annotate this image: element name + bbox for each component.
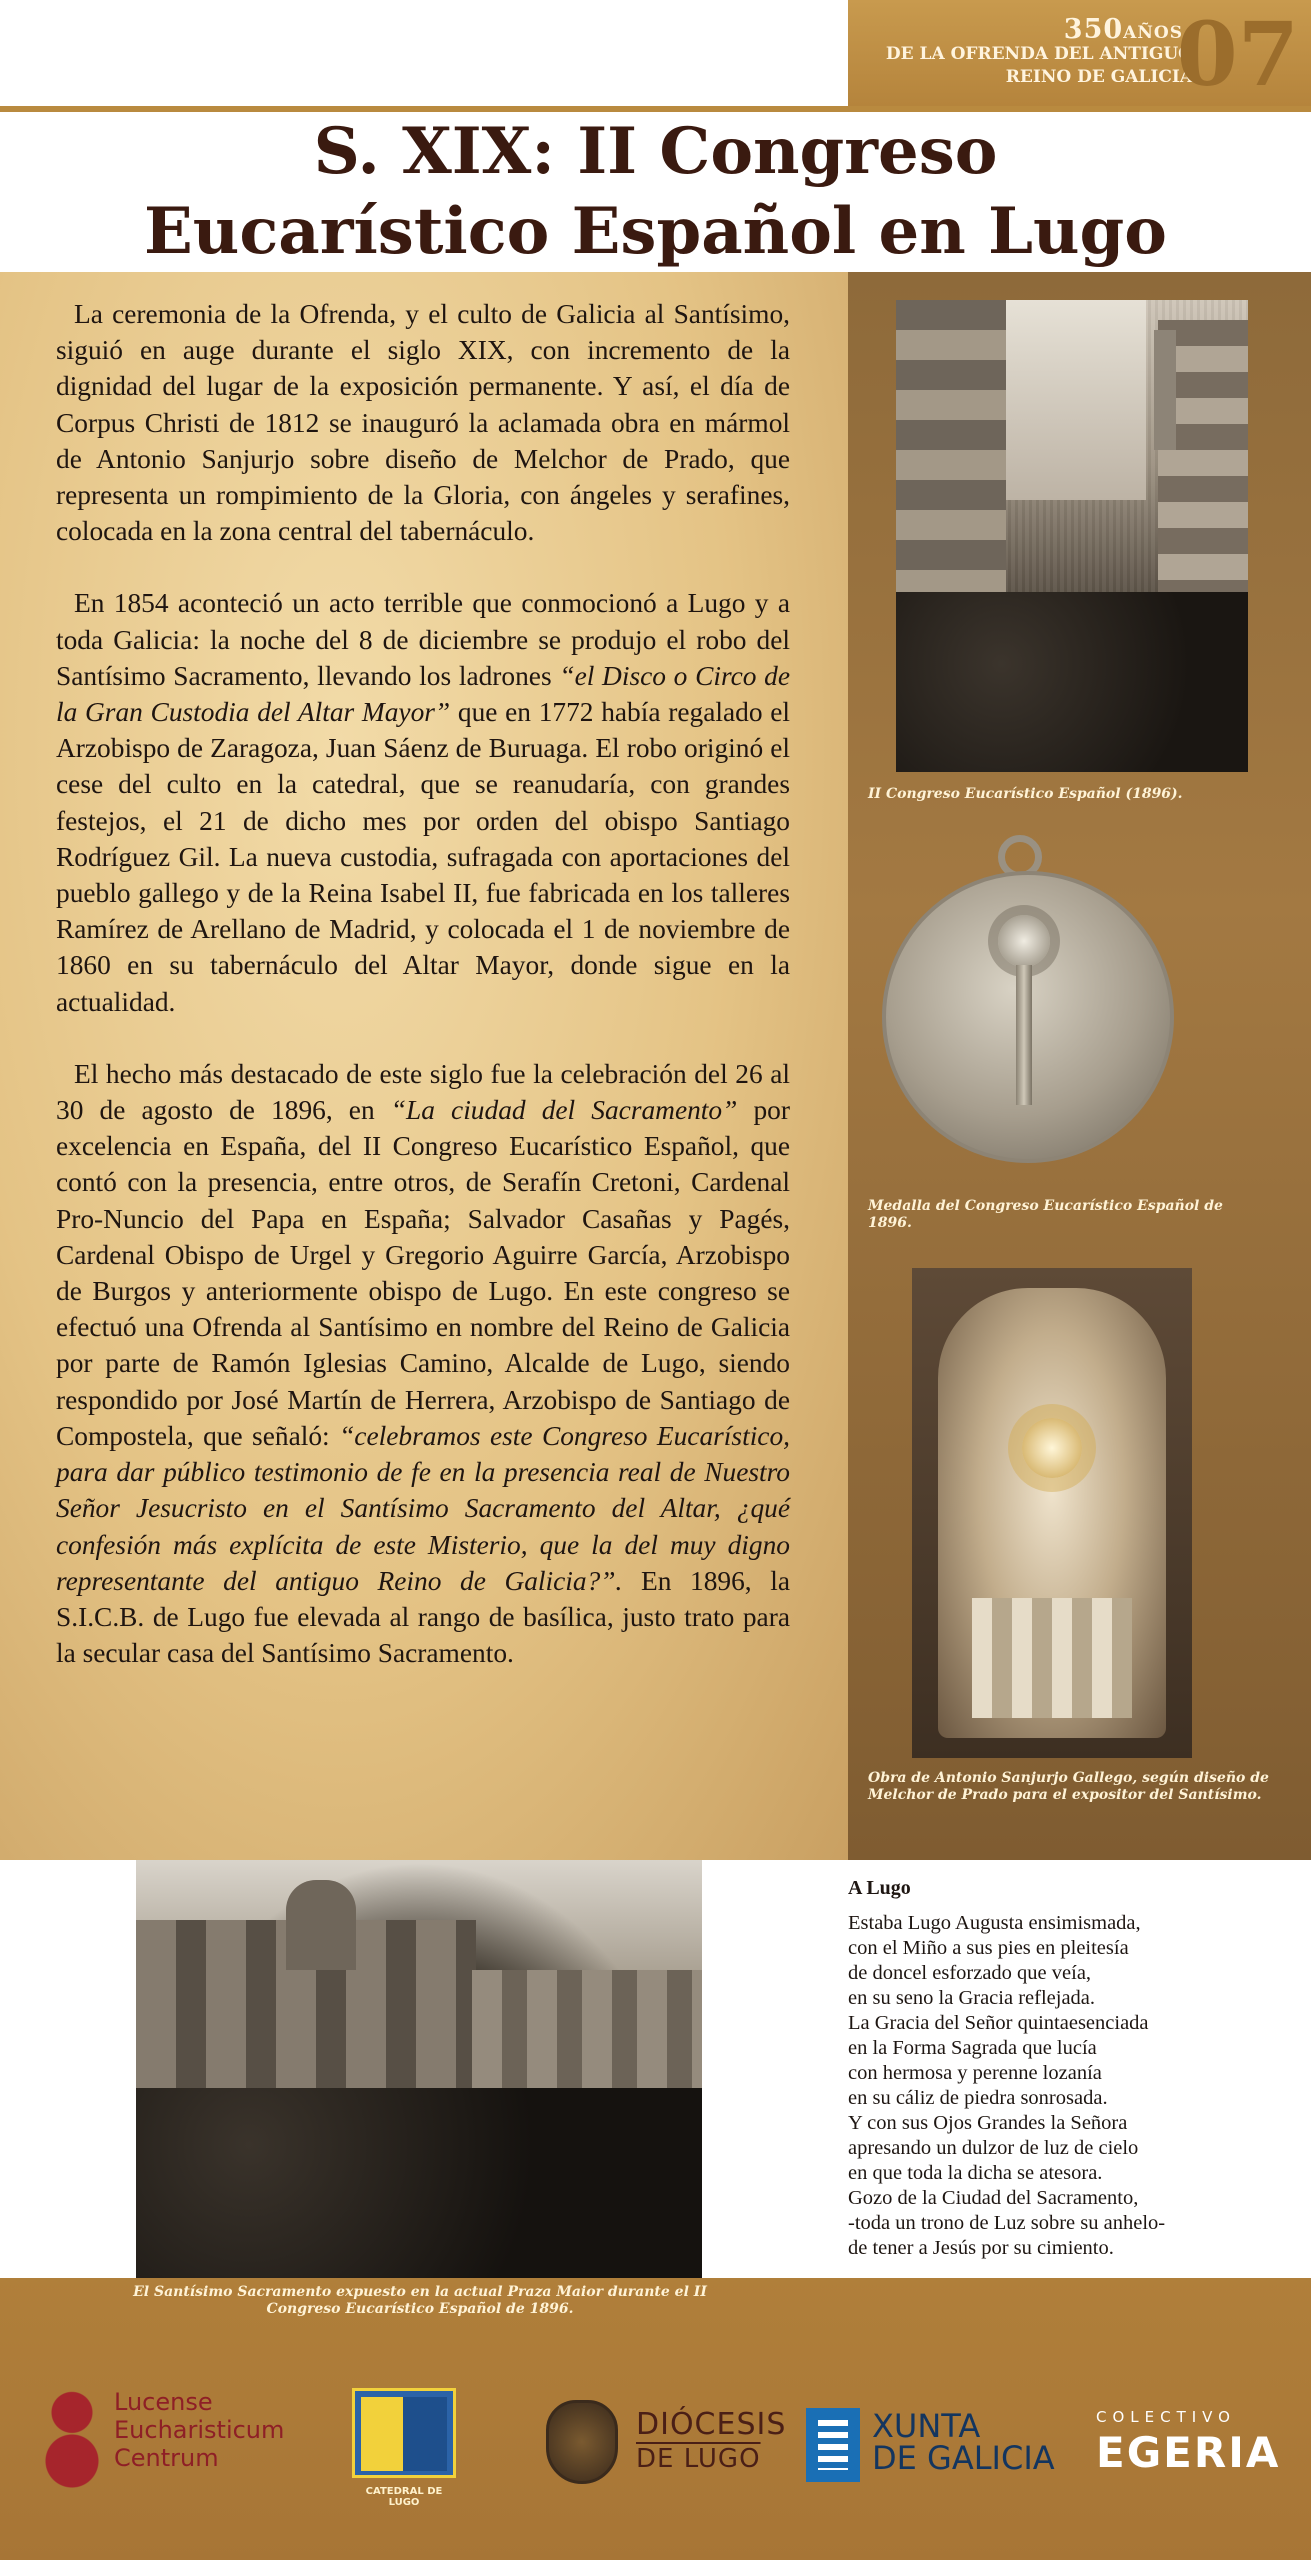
poem-line: Y con sus Ojos Grandes la Señora (848, 2112, 1128, 2134)
page-title (0, 112, 1311, 272)
caption-altar: Obra de Antonio Sanjurjo Gallego, según diseño de Melchor de Prado para el expositor del Santísimo. (868, 1770, 1269, 1803)
caption-praza-maior: El Santísimo Sacramento expuesto en la actual Praza Maior durante el II Congreso Eucarístico Español de 1896. (133, 2284, 707, 2317)
poem-line: con el Miño a sus pies en pleitesía (848, 1937, 1129, 1959)
poem-line: -toda un trono de Luz sobre su anhelo- (848, 2212, 1166, 2234)
anniversary-line-1: DE LA OFRENDA DEL ANTIGUO (885, 44, 1193, 64)
congress-street-photo (896, 300, 1248, 772)
quote-ciudad: “La ciudad del Sacramento” (390, 1095, 738, 1126)
catedral-shield-icon (352, 2388, 456, 2478)
poem-line: Gozo de la Ciudad del Sacramento, (848, 2187, 1139, 2209)
lec-emblem-icon (40, 2380, 104, 2488)
quote-archbishop: “celebramos este Congreso Eucarístico, para dar público testimonio de fe en la presencia real de Nuestro Señor Jesucristo en el Santísimo Sacramento del Altar, ¿qué confesión más explícita de este Misterio, que la del muy digno representante del antiguo Reino de Galicia?”. (56, 1420, 790, 1596)
diocesis-seal-icon (546, 2400, 618, 2484)
caption-street-photo: II Congreso Eucarístico Español (1896). (868, 786, 1183, 802)
xunta-emblem-icon (806, 2408, 860, 2482)
anniversary-number: 350AÑOS (1063, 14, 1183, 45)
lucense-eucharisticum-logo[interactable] (40, 2380, 300, 2490)
panel-number: 07 (1176, 2, 1299, 106)
title-line-1: S. XIX: II Congreso (313, 114, 998, 189)
egeria-big-text: EGERIA (1096, 2428, 1281, 2477)
poem-line: de tener a Jesús por su cimiento. (848, 2237, 1114, 2259)
poem-line: en su seno la Gracia reflejada. (848, 1987, 1096, 2009)
poem-line: Estaba Lugo Augusta ensimismada, (848, 1912, 1141, 1934)
poem-line: en la Forma Sagrada que lucía (848, 2037, 1097, 2059)
paragraph-1: La ceremonia de la Ofrenda, y el culto de Galicia al Santísimo, siguió en auge durante el siglo XIX, con incremento de la dignidad del lugar de la exposición permanente. Y así, el día de Corpus Christi de 1812 se inauguró la aclamada obra en mármol de Antonio Sanjurjo sobre diseño de Melchor de Prado, que representa un rompimiento de la Gloria, con ángeles y serafines, colocada en la zona central del tabernáculo. (56, 299, 790, 547)
paragraph-2: En 1854 aconteció un acto terrible que conmocionó a Lugo y a toda Galicia: la noche del 8 de diciembre se produjo el robo del Santísimo Sacramento, llevando los ladrones “el Disco o Circo de la Gran Custodia del Altar Mayor” que en 1772 había regalado el Arzobispo de Zaragoza, Juan Sáenz de Buruaga. El robo originó el cese del culto en la catedral, que se reanudaría, con grandes festejos, el 21 de dicho mes por orden del obispo Santiago Rodríguez Gil. La nueva custodia, sufragada con aportaciones del pueblo gallego y de la Reina Isabel II, fue fabricada en los talleres Ramírez de Arellano de Madrid, y colocada el 1 de noviembre de 1860 en su tabernáculo del Altar Mayor, donde sigue en la actualidad. (56, 588, 791, 1017)
diocesis-lugo-logo[interactable] (546, 2392, 786, 2492)
congress-medal-image (878, 835, 1178, 1180)
catedral-logo-text: CATEDRAL DE LUGO (365, 2486, 443, 2508)
anniversary-line-2: REINO DE GALICIA (1005, 67, 1193, 87)
poem-line: apresando un dulzor de luz de cielo (848, 2137, 1139, 2159)
xunta-galicia-logo[interactable] (806, 2400, 1055, 2490)
catedral-lugo-logo[interactable] (352, 2388, 462, 2508)
poem-line: en que toda la dicha se atesora. (848, 2162, 1103, 2184)
diocesis-logo-text: DIÓCESIS DE LUGO (636, 2407, 787, 2474)
title-line-2: Eucarístico Español en Lugo (144, 194, 1167, 269)
article-body (56, 296, 790, 1707)
lec-logo-text: Lucense Eucharisticum Centrum (114, 2388, 285, 2472)
caption-medal: Medalla del Congreso Eucarístico Español de 1896. (868, 1198, 1223, 1231)
poem-line: en su cáliz de piedra sonrosada. (848, 2087, 1108, 2109)
egeria-small-text: COLECTIVO (1096, 2408, 1236, 2426)
anniversary-corner (848, 0, 1311, 106)
quote-disco: “el Disco o Circo de la Gran Custodia del Altar Mayor” (56, 660, 791, 728)
poem-a-lugo (848, 1876, 1288, 2312)
poem-line: con hermosa y perenne lozanía (848, 2062, 1102, 2084)
paragraph-3: El hecho más destacado de este siglo fue la celebración del 26 al 30 de agosto de 1896, en “La ciudad del Sacramento” por excelencia en España, del II Congreso Eucarístico Español, que contó con la presencia, entre otros, de Serafín Cretoni, Cardenal Pro-Nuncio del Papa en España; Salvador Casañas y Pagés, Cardenal Obispo de Urgel y Gregorio Aguirre García, Arzobispo de Burgos y anteriormente obispo de Lugo. En este congreso se efectuó una Ofrenda al Santísimo en nombre del Reino de Galicia por parte de Ramón Iglesias Camino, Alcalde de Lugo, siendo respondido por José Martín de Herrera, Arzobispo de Santiago de Compostela, que señaló: “celebramos este Congreso Eucarístico, para dar público testimonio de fe en la presencia real de Nuestro Señor Jesucristo en el Santísimo Sacramento del Altar, ¿qué confesión más explícita de este Misterio, que la del muy digno representante del antiguo Reino de Galicia?”. En 1896, la S.I.C.B. de Lugo fue elevada al rango de basílica, justo trato para la secular casa del Santísimo Sacramento. (56, 1058, 790, 1669)
praza-maior-photo (136, 1860, 702, 2278)
sanjurjo-altar-photo (912, 1268, 1192, 1758)
poem-title: A Lugo (848, 1877, 911, 1899)
poem-line: de doncel esforzado que veía, (848, 1962, 1092, 1984)
xunta-logo-text: XUNTA DE GALICIA (872, 2407, 1055, 2477)
colectivo-egeria-logo[interactable] (1096, 2408, 1296, 2488)
poem-line: La Gracia del Señor quintaesenciada (848, 2012, 1149, 2034)
